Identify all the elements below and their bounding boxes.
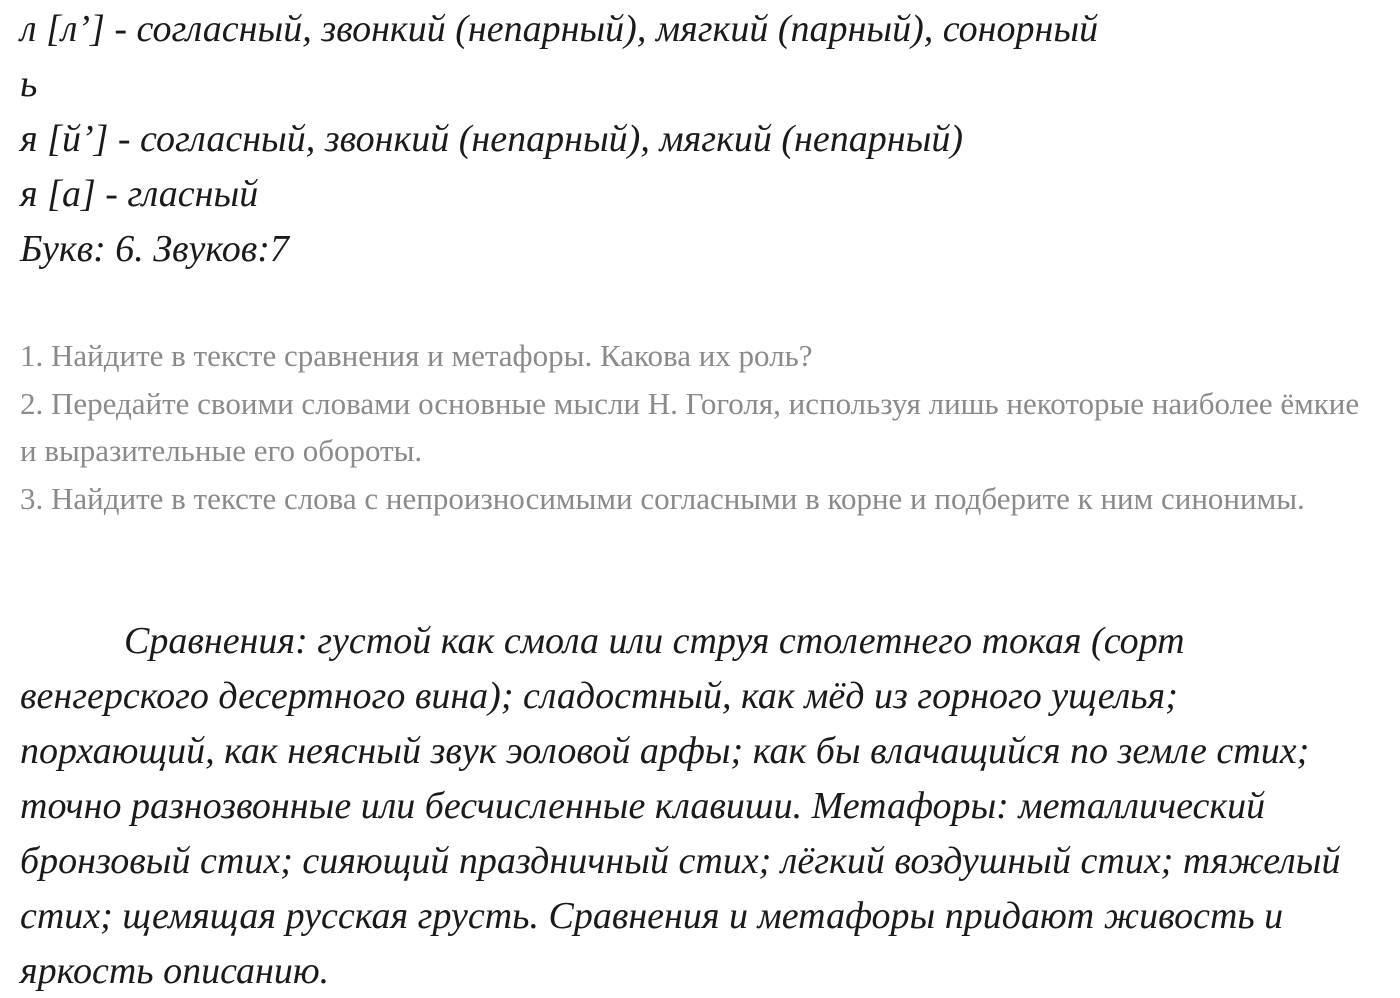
question-item-3: 3. Найдите в тексте слова с непроизносимыми согласными в корне и подберите к ним синонимы. <box>20 480 1305 516</box>
question-item-1: 1. Найдите в тексте сравнения и метафоры. Какова их роль? <box>20 338 813 373</box>
questions-list <box>20 332 1370 522</box>
phonetic-line-ya-j: я [й’] - согласный, звонкий (непарный), мягкий (непарный) <box>20 118 963 160</box>
phonetic-summary: Букв: 6. Звуков:7 <box>20 228 289 270</box>
phonetic-line-soft-sign: ь <box>20 63 38 105</box>
phonetic-line-l: л [л’] - согласный, звонкий (непарный), мягкий (парный), сонорный <box>20 8 1099 50</box>
question-item-2: 2. Передайте своими словами основные мысли Н. Гоголя, используя лишь некоторые наиболее ёмкие и выразительные его обороты. <box>20 385 1360 468</box>
answer-paragraph: Сравнения: густой как смола или струя столетнего токая (сорт венгерского десертного вина); сладостный, как мёд из горного ущелья; порхающий, как неясный звук эоловой арфы; как бы влачащийся по земле стих; точно разнозвонные или бесчисленные клавиши. Метафоры: металлический бронзовый стих; сияющий праздничный стих; лёгкий воздушный стих; тяжелый стих; щемящая русская грусть. Сравнения и метафоры придают живость и яркость описанию. <box>20 620 1341 992</box>
phonetic-analysis <box>20 2 1390 277</box>
phonetic-line-ya-a: я [а] - гласный <box>20 173 259 215</box>
